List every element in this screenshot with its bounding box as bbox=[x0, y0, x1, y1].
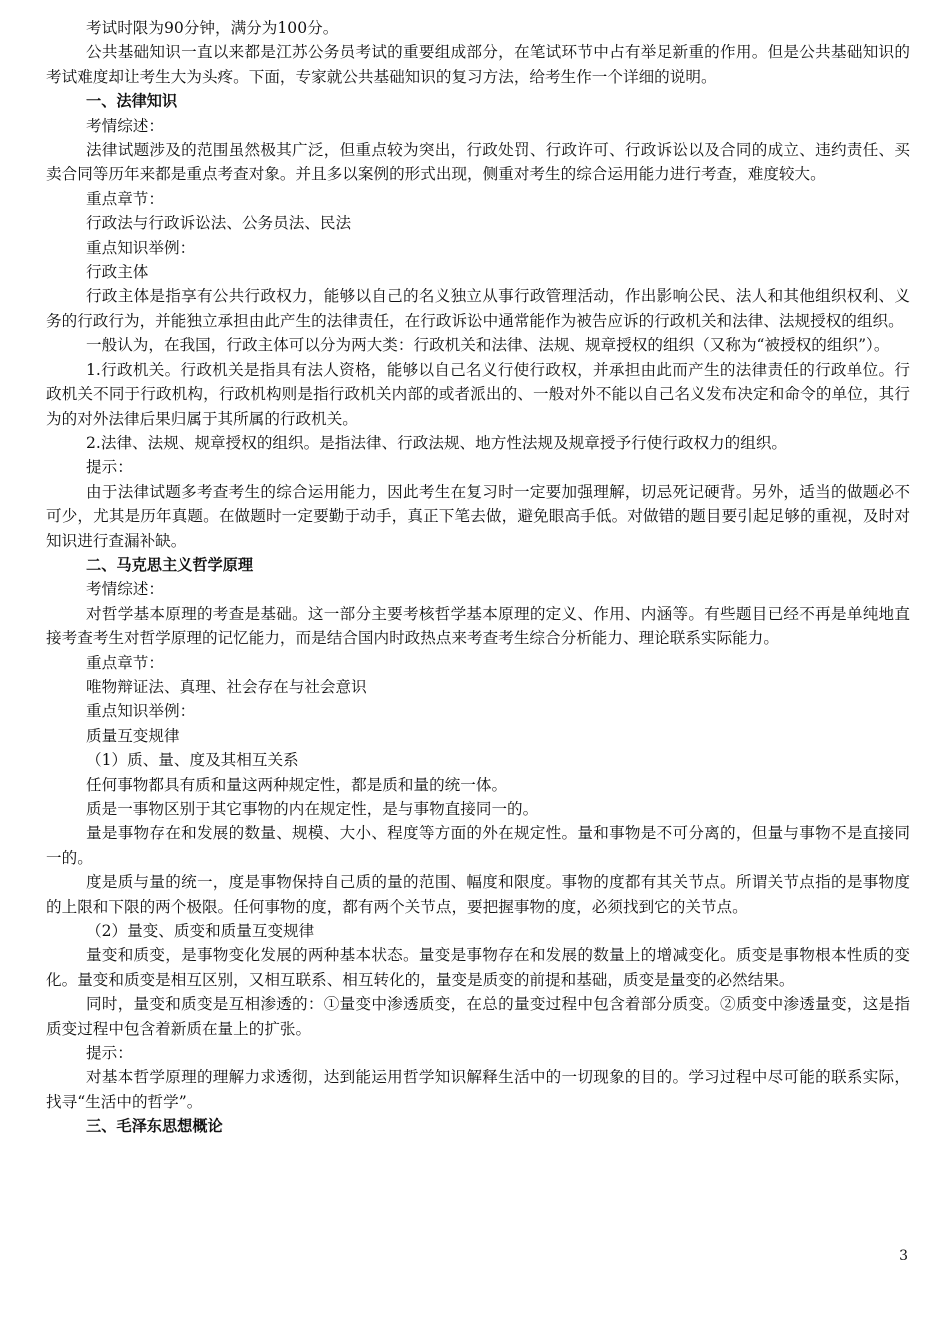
paragraph: 同时，量变和质变是互相渗透的：①量变中渗透质变，在总的量变过程中包含着部分质变。②质变中渗透量变，这是指质变过程中包含着新质在量上的扩张。 bbox=[46, 995, 910, 1038]
paragraph: 考情综述： bbox=[86, 580, 164, 599]
paragraph: 行政法与行政诉讼法、公务员法、民法 bbox=[86, 214, 352, 233]
paragraph: 行政主体 bbox=[86, 263, 149, 282]
page-number: 3 bbox=[899, 1248, 908, 1264]
paragraph: 重点知识举例： bbox=[86, 238, 196, 257]
paragraph: 质量互变规律 bbox=[86, 726, 180, 745]
paragraph: 重点章节： bbox=[86, 653, 164, 672]
paragraph: 提示： bbox=[86, 458, 133, 477]
paragraph: 法律试题涉及的范围虽然极其广泛，但重点较为突出，行政处罚、行政许可、行政诉讼以及合同的成立、违约责任、买卖合同等历年来都是重点考查对象。并且多以案例的形式出现，侧重对考生的综合运用能力进行考查，难度较大。 bbox=[46, 141, 910, 184]
paragraph: 提示： bbox=[86, 1044, 133, 1063]
paragraph: 度是质与量的统一，度是事物保持自己质的量的范围、幅度和限度。事物的度都有其关节点。所谓关节点指的是事物度的上限和下限的两个极限。任何事物的度，都有两个关节点，要把握事物的度，必须找到它的关节点。 bbox=[46, 873, 910, 916]
paragraph: 重点章节： bbox=[86, 189, 164, 208]
paragraph: 2.法律、法规、规章授权的组织。是指法律、行政法规、地方性法规及规章授予行使行政权力的组织。 bbox=[86, 433, 788, 452]
paragraph: 唯物辩证法、真理、社会存在与社会意识 bbox=[86, 677, 367, 696]
paragraph: 重点知识举例： bbox=[86, 702, 196, 721]
paragraph: 一般认为，在我国，行政主体可以分为两大类：行政机关和法律、法规、规章授权的组织（又称为“被授权的组织”）。 bbox=[86, 336, 890, 355]
paragraph: 量变和质变，是事物变化发展的两种基本状态。量变是事物存在和发展的数量上的增减变化。质变是事物根本性质的变化。量变和质变是相互区别，又相互联系、相互转化的，量变是质变的前提和基础，质变是量变的必然结果。 bbox=[46, 946, 910, 989]
paragraph: 质是一事物区别于其它事物的内在规定性，是与事物直接同一的。 bbox=[86, 800, 539, 818]
paragraph: 公共基础知识一直以来都是江苏公务员考试的重要组成部分，在笔试环节中占有举足新重的作用。但是公共基础知识的考试难度却让考生大为头疼。下面，专家就公共基础知识的复习方法，给考生作一个详细的说明。 bbox=[46, 43, 910, 86]
paragraph: 考试时限为90分钟，满分为100分。 bbox=[86, 19, 339, 37]
section-heading: 三、毛泽东思想概论 bbox=[86, 1117, 223, 1136]
document-page bbox=[46, 16, 910, 1139]
paragraph: 量是事物存在和发展的数量、规模、大小、程度等方面的外在规定性。量和事物是不可分离的，但量与事物不是直接同一的。 bbox=[46, 824, 910, 867]
paragraph: 任何事物都具有质和量这两种规定性，都是质和量的统一体。 bbox=[86, 775, 508, 794]
paragraph: 1.行政机关。行政机关是指具有法人资格，能够以自己名义行使行政权，并承担由此而产生的法律责任的行政单位。行政机关不同于行政机构，行政机构则是指行政机关内部的或者派出的、一般对外不能以自己名义发布决定和命令的单位，其行为的对外法律后果归属于其所属的行政机关。 bbox=[46, 360, 910, 428]
paragraph: 由于法律试题多考查考生的综合运用能力，因此考生在复习时一定要加强理解，切忌死记硬背。另外，适当的做题必不可少，尤其是历年真题。在做题时一定要勤于动手，真正下笔去做，避免眼高手低。对做错的题目要引起足够的重视，及时对知识进行查漏补缺。 bbox=[46, 482, 910, 550]
paragraph: 对基本哲学原理的理解力求透彻，达到能运用哲学知识解释生活中的一切现象的目的。学习过程中尽可能的联系实际，找寻“生活中的哲学”。 bbox=[46, 1068, 910, 1111]
paragraph: 对哲学基本原理的考查是基础。这一部分主要考核哲学基本原理的定义、作用、内涵等。有些题目已经不再是单纯地直接考查考生对哲学原理的记忆能力，而是结合国内时政热点来考查考生综合分析能力、理论联系实际能力。 bbox=[46, 604, 910, 648]
paragraph: （2）量变、质变和质量互变规律 bbox=[86, 922, 315, 941]
paragraph: 行政主体是指享有公共行政权力，能够以自己的名义独立从事行政管理活动，作出影响公民、法人和其他组织权利、义务的行政行为，并能独立承担由此产生的法律责任，在行政诉讼中通常能作为被告应诉的行政机关和法律、法规授权的组织。 bbox=[46, 287, 910, 330]
paragraph: 考情综述： bbox=[86, 116, 164, 135]
paragraph: （1）质、量、度及其相互关系 bbox=[86, 751, 299, 770]
section-heading: 一、法律知识 bbox=[86, 92, 178, 111]
section-heading: 二、马克思主义哲学原理 bbox=[86, 555, 254, 574]
